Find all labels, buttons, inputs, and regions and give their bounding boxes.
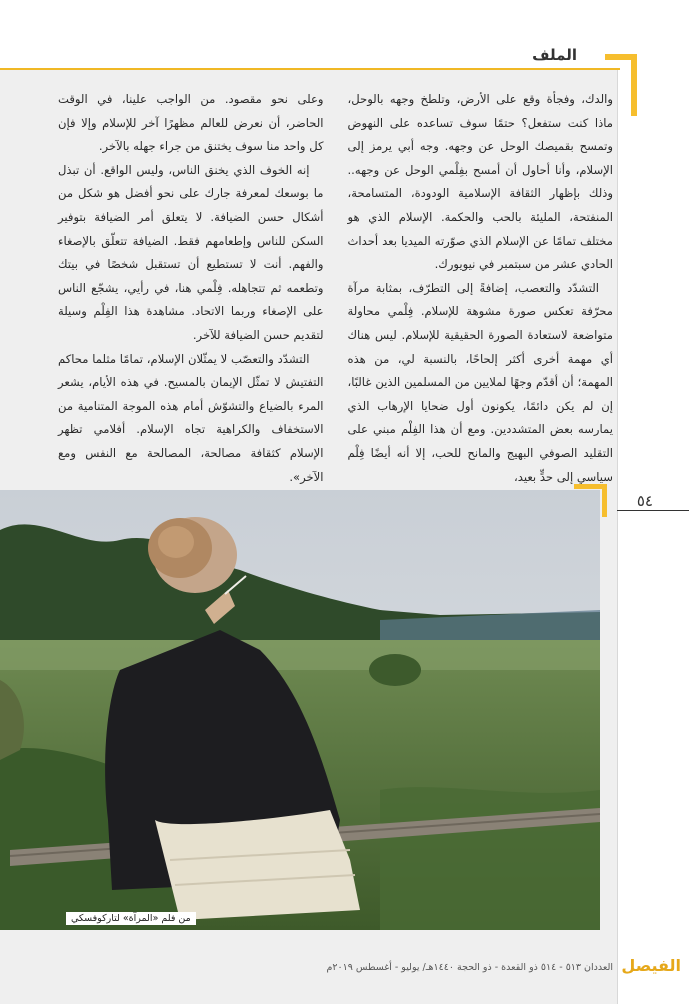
page-number: ٥٤ bbox=[636, 492, 653, 510]
column-right bbox=[347, 88, 614, 484]
header-rule bbox=[0, 68, 620, 70]
article-body bbox=[58, 88, 613, 484]
magazine-logo: الفيصل bbox=[621, 956, 681, 975]
column-left bbox=[58, 88, 324, 484]
footer-issue-info: العددان ٥١٣ - ٥١٤ ذو القعدة - ذو الحجة ١٤٤٠هـ/ يوليو - أغسطس ٢٠١٩م bbox=[326, 962, 613, 973]
photo-caption: من فلم «المرآة» لتاركوفسكي bbox=[66, 912, 196, 925]
side-rule bbox=[617, 70, 618, 1004]
paragraph: وعلى نحو مقصود. من الواجب علينا، في الوقت الحاضر، أن نعرض للعالم مظهرًا آخر للإسلام وإلا فإن كل واحد منا سوف يختنق من جراء جهله بالآخر. bbox=[58, 92, 324, 154]
page-number-rule bbox=[617, 510, 689, 511]
paragraph: التشدّد والتعصّب لا يمثّلان الإسلام، تمامًا مثلما محاكم التفتيش لا تمثّل الإيمان بالمسيح. في هذه الأيام، يشعر المرء بالضياع والتشوّش أمام هذه الموجة المتنامية من الاستخفاف والكراهية تجاه الإسلام. أفلامي تظهر الإسلام كثقافة مصالحة، المصالحة مع النفس ومع الآخر». bbox=[58, 351, 324, 484]
film-still-photo bbox=[0, 490, 600, 930]
paragraph: التشدّد والتعصب، إضافةً إلى التطرّف، بمثابة مرآة محرّفة تعكس صورة مشوهة للإسلام. فِلْمي محاولة متواضعة لاستعادة الصورة الحقيقية للإسلام. ليس هناك أي مهمة أخرى أكثر إلحاحًا، بالنسبة لي، من هذه المهمة؛ أن أقدّم وجهًا لملايين من المسلمين الذين غالبًا، إن لم يكن دائمًا، يكونون أول ضحايا الإرهاب الذي يمارسه بعض المتشددين. ومع أن هذا الفِلْم مبني على التقليد الصوفي البهيج والمانح للحب، إلا أنه أيضًا فِلْم سياسي إلى حدٍّ بعيد، bbox=[347, 280, 613, 484]
paragraph: والدك، وفجأة وقع على الأرض، وتلطخ وجهه بالوحل، ماذا كنت ستفعل؟ حتمًا سوف تساعده على النهوض وتمسح بقميصك الوحل عن وجهه. وجه أبي يرمز إلى الإسلام، وأنا أحاول أن أمسح بفِلْمي الوحل عن وجهه.. وذلك بإظهار الثقافة الإسلامية الودودة، المتسامحة، المنفتحة، المليئة بالحب والحكمة. الإسلام الذي هو مختلف تمامًا عن الإسلام الذي صوّرته الميديا بعد أحداث الحادي عشر من سبتمبر في نيويورك. bbox=[347, 92, 613, 272]
section-title: الملف bbox=[532, 46, 577, 64]
photo-corner-bracket bbox=[574, 484, 607, 517]
paragraph: إنه الخوف الذي يخنق الناس، وليس الواقع. أن تبذل ما بوسعك لمعرفة جارك على نحو أفضل هو شكل من أشكال حسن الضيافة. لا يتعلق أمر الضيافة بتوفير السكن للناس وإطعامهم فقط. الضيافة تتعلّق بالإصغاء والفهم. أنت لا تستطيع أن تستقبل شخصًا في بيتك وتطعمه ثم تتجاهله. فِلْمي هنا، في رأيي، يشجّع الناس على الإصغاء وربما الاتحاد. مشاهدة هذا الفِلْم وسيلة لتقديم حسن الضيافة للآخر. bbox=[58, 162, 324, 342]
